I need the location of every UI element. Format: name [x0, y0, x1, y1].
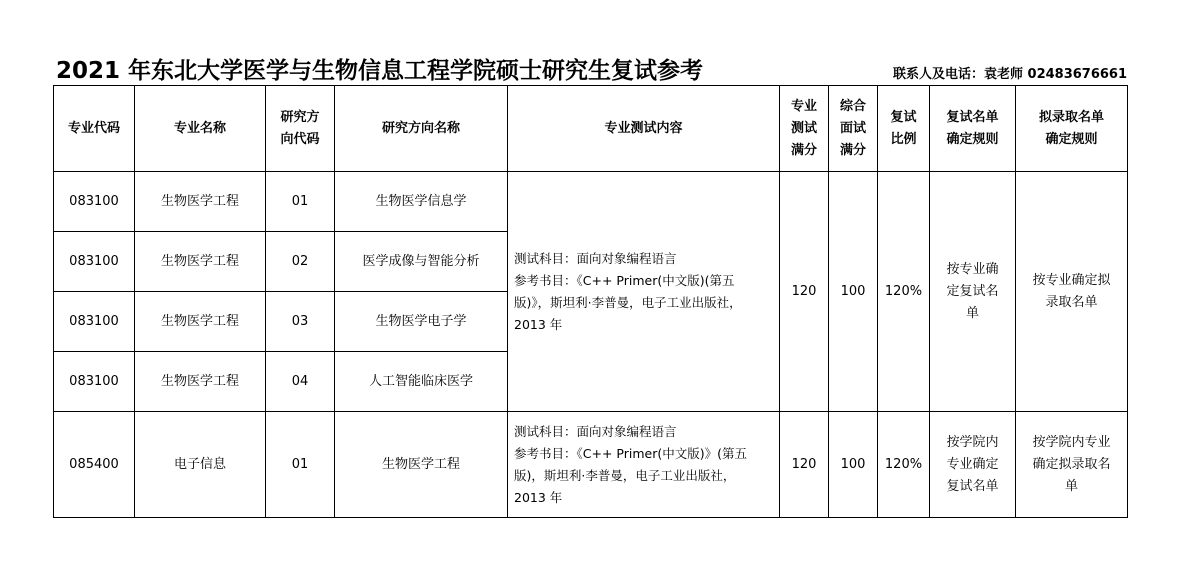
- cell-major: 生物医学工程: [135, 352, 266, 412]
- col-header-major: 专业名称: [135, 86, 266, 172]
- cell-retest-rule: 按专业确 定复试名 单: [930, 172, 1016, 412]
- cell-dir-name: 生物医学信息学: [335, 172, 508, 232]
- cell-dir-name: 医学成像与智能分析: [335, 232, 508, 292]
- cell-test-score: 120: [780, 172, 829, 412]
- cell-major: 生物医学工程: [135, 172, 266, 232]
- table-header-row: [54, 86, 1128, 172]
- cell-dir-name: 生物医学电子学: [335, 292, 508, 352]
- cell-test-score: 120: [780, 412, 829, 518]
- cell-retest-rule: 按学院内 专业确定 复试名单: [930, 412, 1016, 518]
- col-header-admit-rule: 拟录取名单 确定规则: [1016, 86, 1128, 172]
- cell-code: 083100: [54, 352, 135, 412]
- cell-dir-code: 02: [266, 232, 335, 292]
- cell-major: 生物医学工程: [135, 232, 266, 292]
- cell-interview-score: 100: [829, 172, 878, 412]
- cell-major: 生物医学工程: [135, 292, 266, 352]
- col-header-test-score: 专业 测试 满分: [780, 86, 829, 172]
- cell-code: 083100: [54, 232, 135, 292]
- col-header-retest-rule: 复试名单 确定规则: [930, 86, 1016, 172]
- col-header-ratio: 复试 比例: [878, 86, 930, 172]
- cell-admit-rule: 按专业确定拟 录取名单: [1016, 172, 1128, 412]
- col-header-dir-name: 研究方向名称: [335, 86, 508, 172]
- col-header-interview-score: 综合 面试 满分: [829, 86, 878, 172]
- cell-dir-code: 04: [266, 352, 335, 412]
- retest-table: [53, 85, 1128, 518]
- cell-interview-score: 100: [829, 412, 878, 518]
- cell-admit-rule: 按学院内专业 确定拟录取名 单: [1016, 412, 1128, 518]
- cell-code: 083100: [54, 292, 135, 352]
- cell-ratio: 120%: [878, 172, 930, 412]
- cell-dir-code: 01: [266, 172, 335, 232]
- table-row: [54, 412, 1128, 518]
- cell-dir-code: 01: [266, 412, 335, 518]
- table-row: [54, 172, 1128, 232]
- col-header-dir-code: 研究方 向代码: [266, 86, 335, 172]
- cell-dir-name: 人工智能临床医学: [335, 352, 508, 412]
- cell-dir-code: 03: [266, 292, 335, 352]
- cell-ratio: 120%: [878, 412, 930, 518]
- cell-code: 085400: [54, 412, 135, 518]
- cell-test-content: 测试科目：面向对象编程语言 参考书目：《C++ Primer(中文版)》(第五 版)，斯坦利·李普曼，电子工业出版社， 2013 年: [508, 412, 780, 518]
- col-header-code: 专业代码: [54, 86, 135, 172]
- contact-info: 联系人及电话：袁老师 02483676661: [893, 67, 1128, 82]
- cell-major: 电子信息: [135, 412, 266, 518]
- page-title: 2021 年东北大学医学与生物信息工程学院硕士研究生复试参考: [56, 58, 704, 84]
- cell-code: 083100: [54, 172, 135, 232]
- col-header-test-content: 专业测试内容: [508, 86, 780, 172]
- cell-test-content: 测试科目：面向对象编程语言 参考书目：《C++ Primer(中文版)(第五 版)》，斯坦利·李普曼，电子工业出版社， 2013 年: [508, 172, 780, 412]
- cell-dir-name: 生物医学工程: [335, 412, 508, 518]
